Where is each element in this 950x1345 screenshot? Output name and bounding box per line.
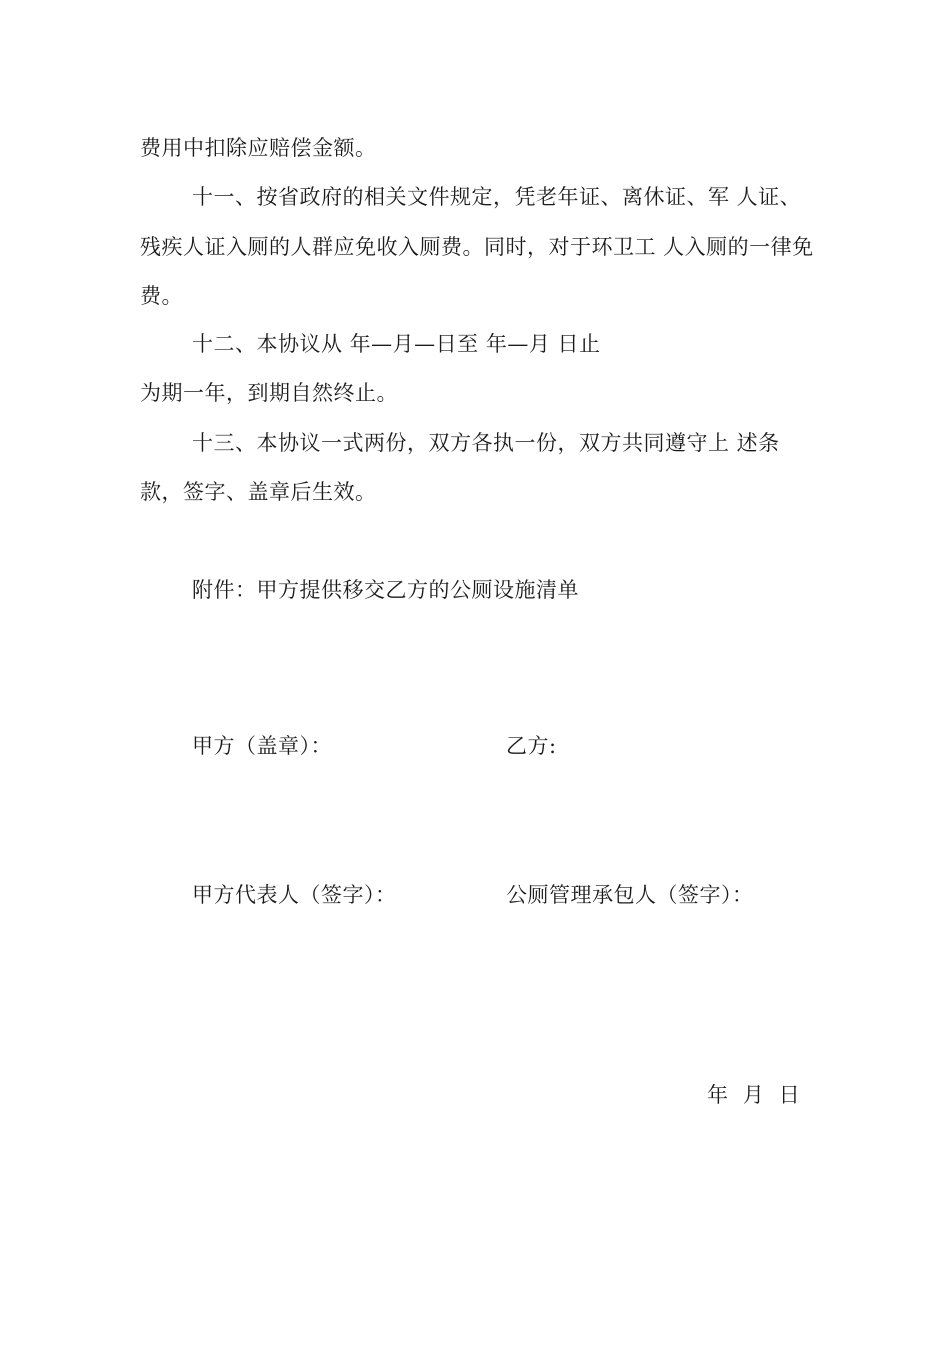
clause-thirteen-line-2: 款，签字、盖章后生效。 (140, 480, 377, 504)
clause-thirteen-line-1: 十三、本协议一式两份，双方各执一份，双方共同遵守上 述条 (192, 431, 780, 455)
clause-eleven-line-3: 费。 (140, 284, 183, 308)
party-b-label: 乙方: (506, 734, 557, 758)
clause-twelve-line-2: 为期一年，到期自然终止。 (140, 381, 398, 405)
signing-date: 年 月 日 (707, 1083, 801, 1107)
contractor-signature-label: 公厕管理承包人（签字）： (506, 883, 754, 907)
clause-twelve-line-1: 十二、本协议从 年—月—日至 年—月 日止 (192, 332, 601, 356)
party-a-representative-label: 甲方代表人（签字）： (192, 883, 397, 907)
attachment-note: 附件：甲方提供移交乙方的公厕设施清单 (192, 578, 579, 602)
clause-eleven-line-1: 十一、按省政府的相关文件规定，凭老年证、离休证、军 人证、 (192, 185, 802, 209)
party-a-seal-label: 甲方（盖章）： (192, 734, 332, 758)
clause-eleven-line-2: 残疾人证入厕的人群应免收入厕费。同时，对于环卫工 人入厕的一律免 (140, 235, 814, 259)
paragraph-line: 费用中扣除应赔偿金额。 (140, 136, 377, 160)
